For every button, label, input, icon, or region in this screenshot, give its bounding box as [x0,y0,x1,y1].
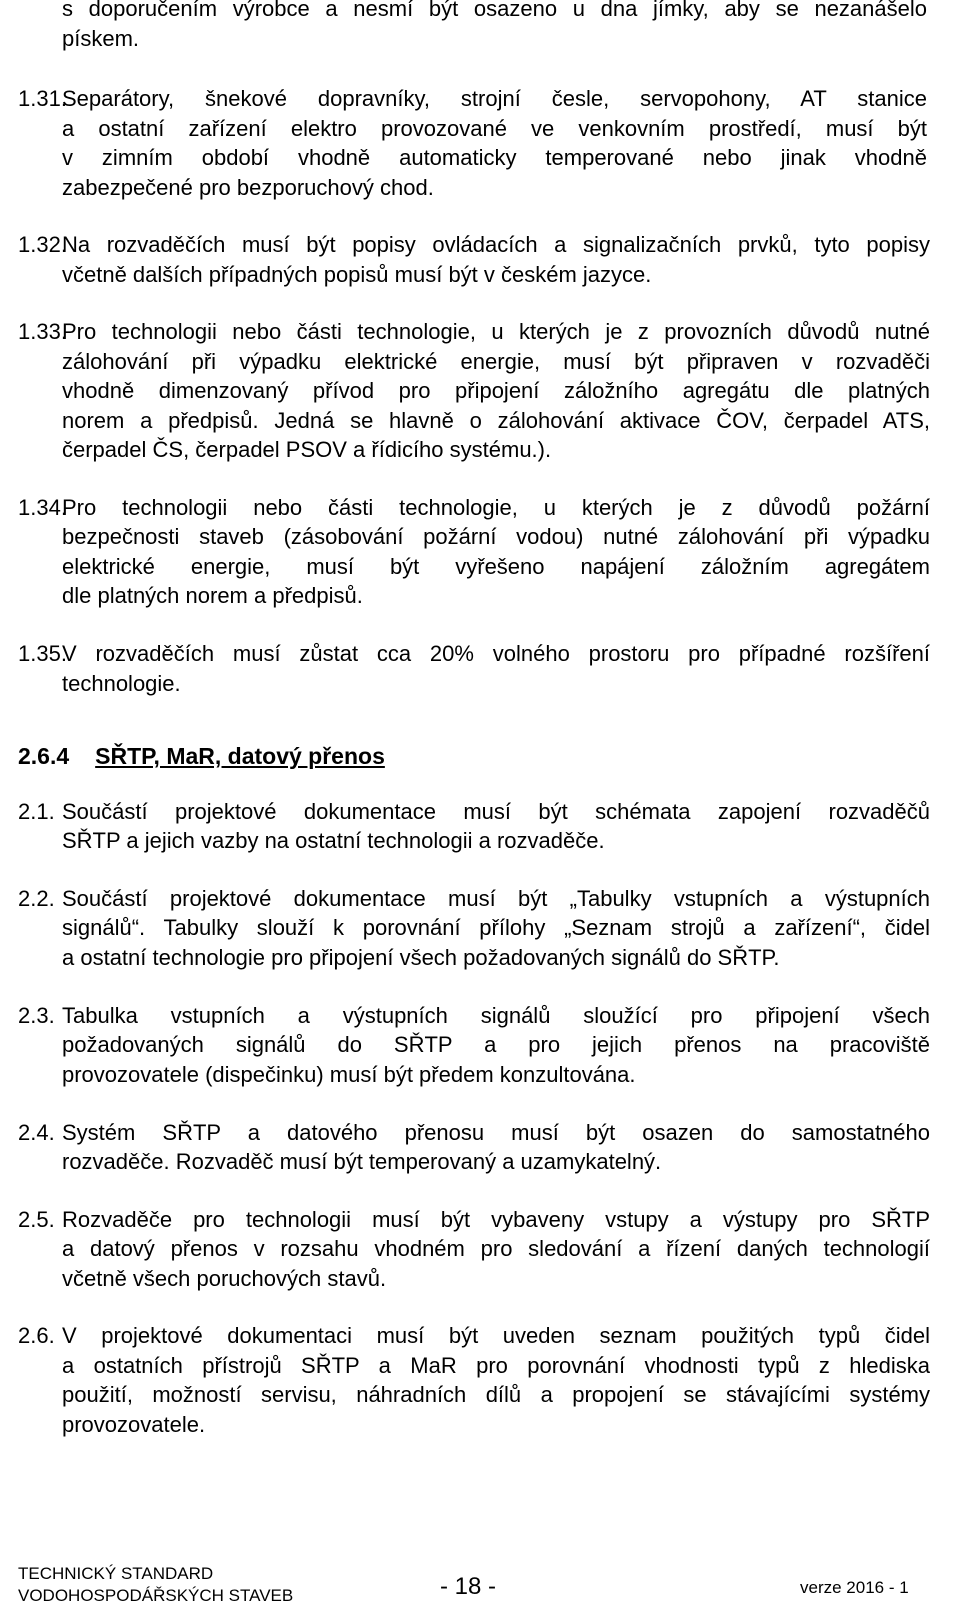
sub-item-number: 2.1. [18,799,55,824]
item-line: Pro technologii nebo části technologie, u kterých je z provozních důvodů nutné [62,319,930,344]
sub-item-line: provozovatele. [62,1412,206,1437]
sub-item-number: 2.4. [18,1120,55,1145]
item-line: Pro technologii nebo části technologie, u kterých je z důvodů požární [62,495,930,520]
item-number: 1.32. [18,232,67,257]
page-number: - 18 - [440,1573,497,1600]
sub-item-line: Rozvaděče pro technologii musí být vybaveny vstupy a výstupy pro SŘTP [62,1207,930,1232]
sub-item-line: Systém SŘTP a datového přenosu musí být osazen do samostatného [62,1120,930,1145]
item-line: a ostatní zařízení elektro provozované ve venkovním prostředí, musí být [62,116,927,141]
footer-standard-title [18,1563,293,1607]
sub-item-line: signálů“. Tabulky slouží k porovnání přílohy „Seznam strojů a zařízení“, čidel [62,915,930,940]
item-line: včetně dalších případných popisů musí být v českém jazyce. [62,262,652,287]
item-line: zálohování při výpadku elektrické energie, musí být připraven v rozvaděči [62,349,930,374]
footer-version: verze 2016 - 1 [800,1578,909,1597]
item-line: Na rozvaděčích musí být popisy ovládacích a signalizačních prvků, tyto popisy [62,232,930,257]
item-line: zabezpečené pro bezporuchový chod. [62,175,434,200]
item-number: 1.33. [18,319,67,344]
item-line: vhodně dimenzovaný přívod pro připojení záložního agregátu dle platných [62,378,930,403]
sub-item-number: 2.3. [18,1003,55,1028]
sub-item-line: Součástí projektové dokumentace musí být schémata zapojení rozvaděčů [62,799,930,824]
item-line: technologie. [62,671,181,696]
sub-item-line: provozovatele (dispečinku) musí být předem konzultována. [62,1062,636,1087]
sub-item-line: V projektové dokumentaci musí být uveden seznam použitých typů čidel [62,1323,930,1348]
item-line: bezpečnosti staveb (zásobování požární vodou) nutné zálohování při výpadku [62,524,930,549]
item-line: čerpadel ČS, čerpadel PSOV a řídicího systému.). [62,437,552,462]
intro-line: s doporučením výrobce a nesmí být osazeno u dna jímky, aby se nezanášelo [62,0,927,21]
sub-item-line: včetně všech poruchových stavů. [62,1266,387,1291]
sub-item-number: 2.2. [18,886,55,911]
item-line: dle platných norem a předpisů. [62,583,363,608]
item-line: elektrické energie, musí být vyřešeno napájení záložním agregátem [62,554,930,579]
sub-item-line: a ostatní technologie pro připojení všech požadovaných signálů do SŘTP. [62,945,780,970]
sub-item-line: a ostatních přístrojů SŘTP a MaR pro porovnání vhodnosti typů z hlediska [62,1353,930,1378]
sub-item-number: 2.5. [18,1207,55,1232]
sub-item-line: Součástí projektové dokumentace musí být „Tabulky vstupních a výstupních [62,886,930,911]
footer-title-line: VODOHOSPODÁŘSKÝCH STAVEB [18,1586,294,1605]
item-line: V rozvaděčích musí zůstat cca 20% volného prostoru pro případné rozšíření [62,641,930,666]
intro-line: pískem. [62,26,140,51]
sub-item-line: požadovaných signálů do SŘTP a pro jejich přenos na pracoviště [62,1032,930,1057]
sub-item-line: Tabulka vstupních a výstupních signálů sloužící pro připojení všech [62,1003,930,1028]
sub-item-number: 2.6. [18,1323,55,1348]
section-title: SŘTP, MaR, datový přenos [95,743,385,769]
item-line: norem a předpisů. Jedná se hlavně o zálohování aktivace ČOV, čerpadel ATS, [62,408,930,433]
sub-item-line: rozvaděče. Rozvaděč musí být temperovaný a uzamykatelný. [62,1149,662,1174]
item-line: Separátory, šnekové dopravníky, strojní česle, servopohony, AT stanice [62,86,927,111]
item-line: v zimním období vhodně automaticky temperované nebo jinak vhodně [62,145,927,170]
sub-item-line: a datový přenos v rozsahu vhodném pro sledování a řízení daných technologií [62,1236,930,1261]
section-heading [18,741,385,771]
sub-item-line: použití, možností servisu, náhradních dílů a propojení se stávajícími systémy [62,1382,930,1407]
item-number: 1.34. [18,495,67,520]
section-number: 2.6.4 [18,743,70,769]
footer-title-line: TECHNICKÝ STANDARD [18,1564,214,1583]
item-number: 1.31. [18,86,67,111]
item-number: 1.35. [18,641,67,666]
sub-item-line: SŘTP a jejich vazby na ostatní technologii a rozvaděče. [62,828,605,853]
